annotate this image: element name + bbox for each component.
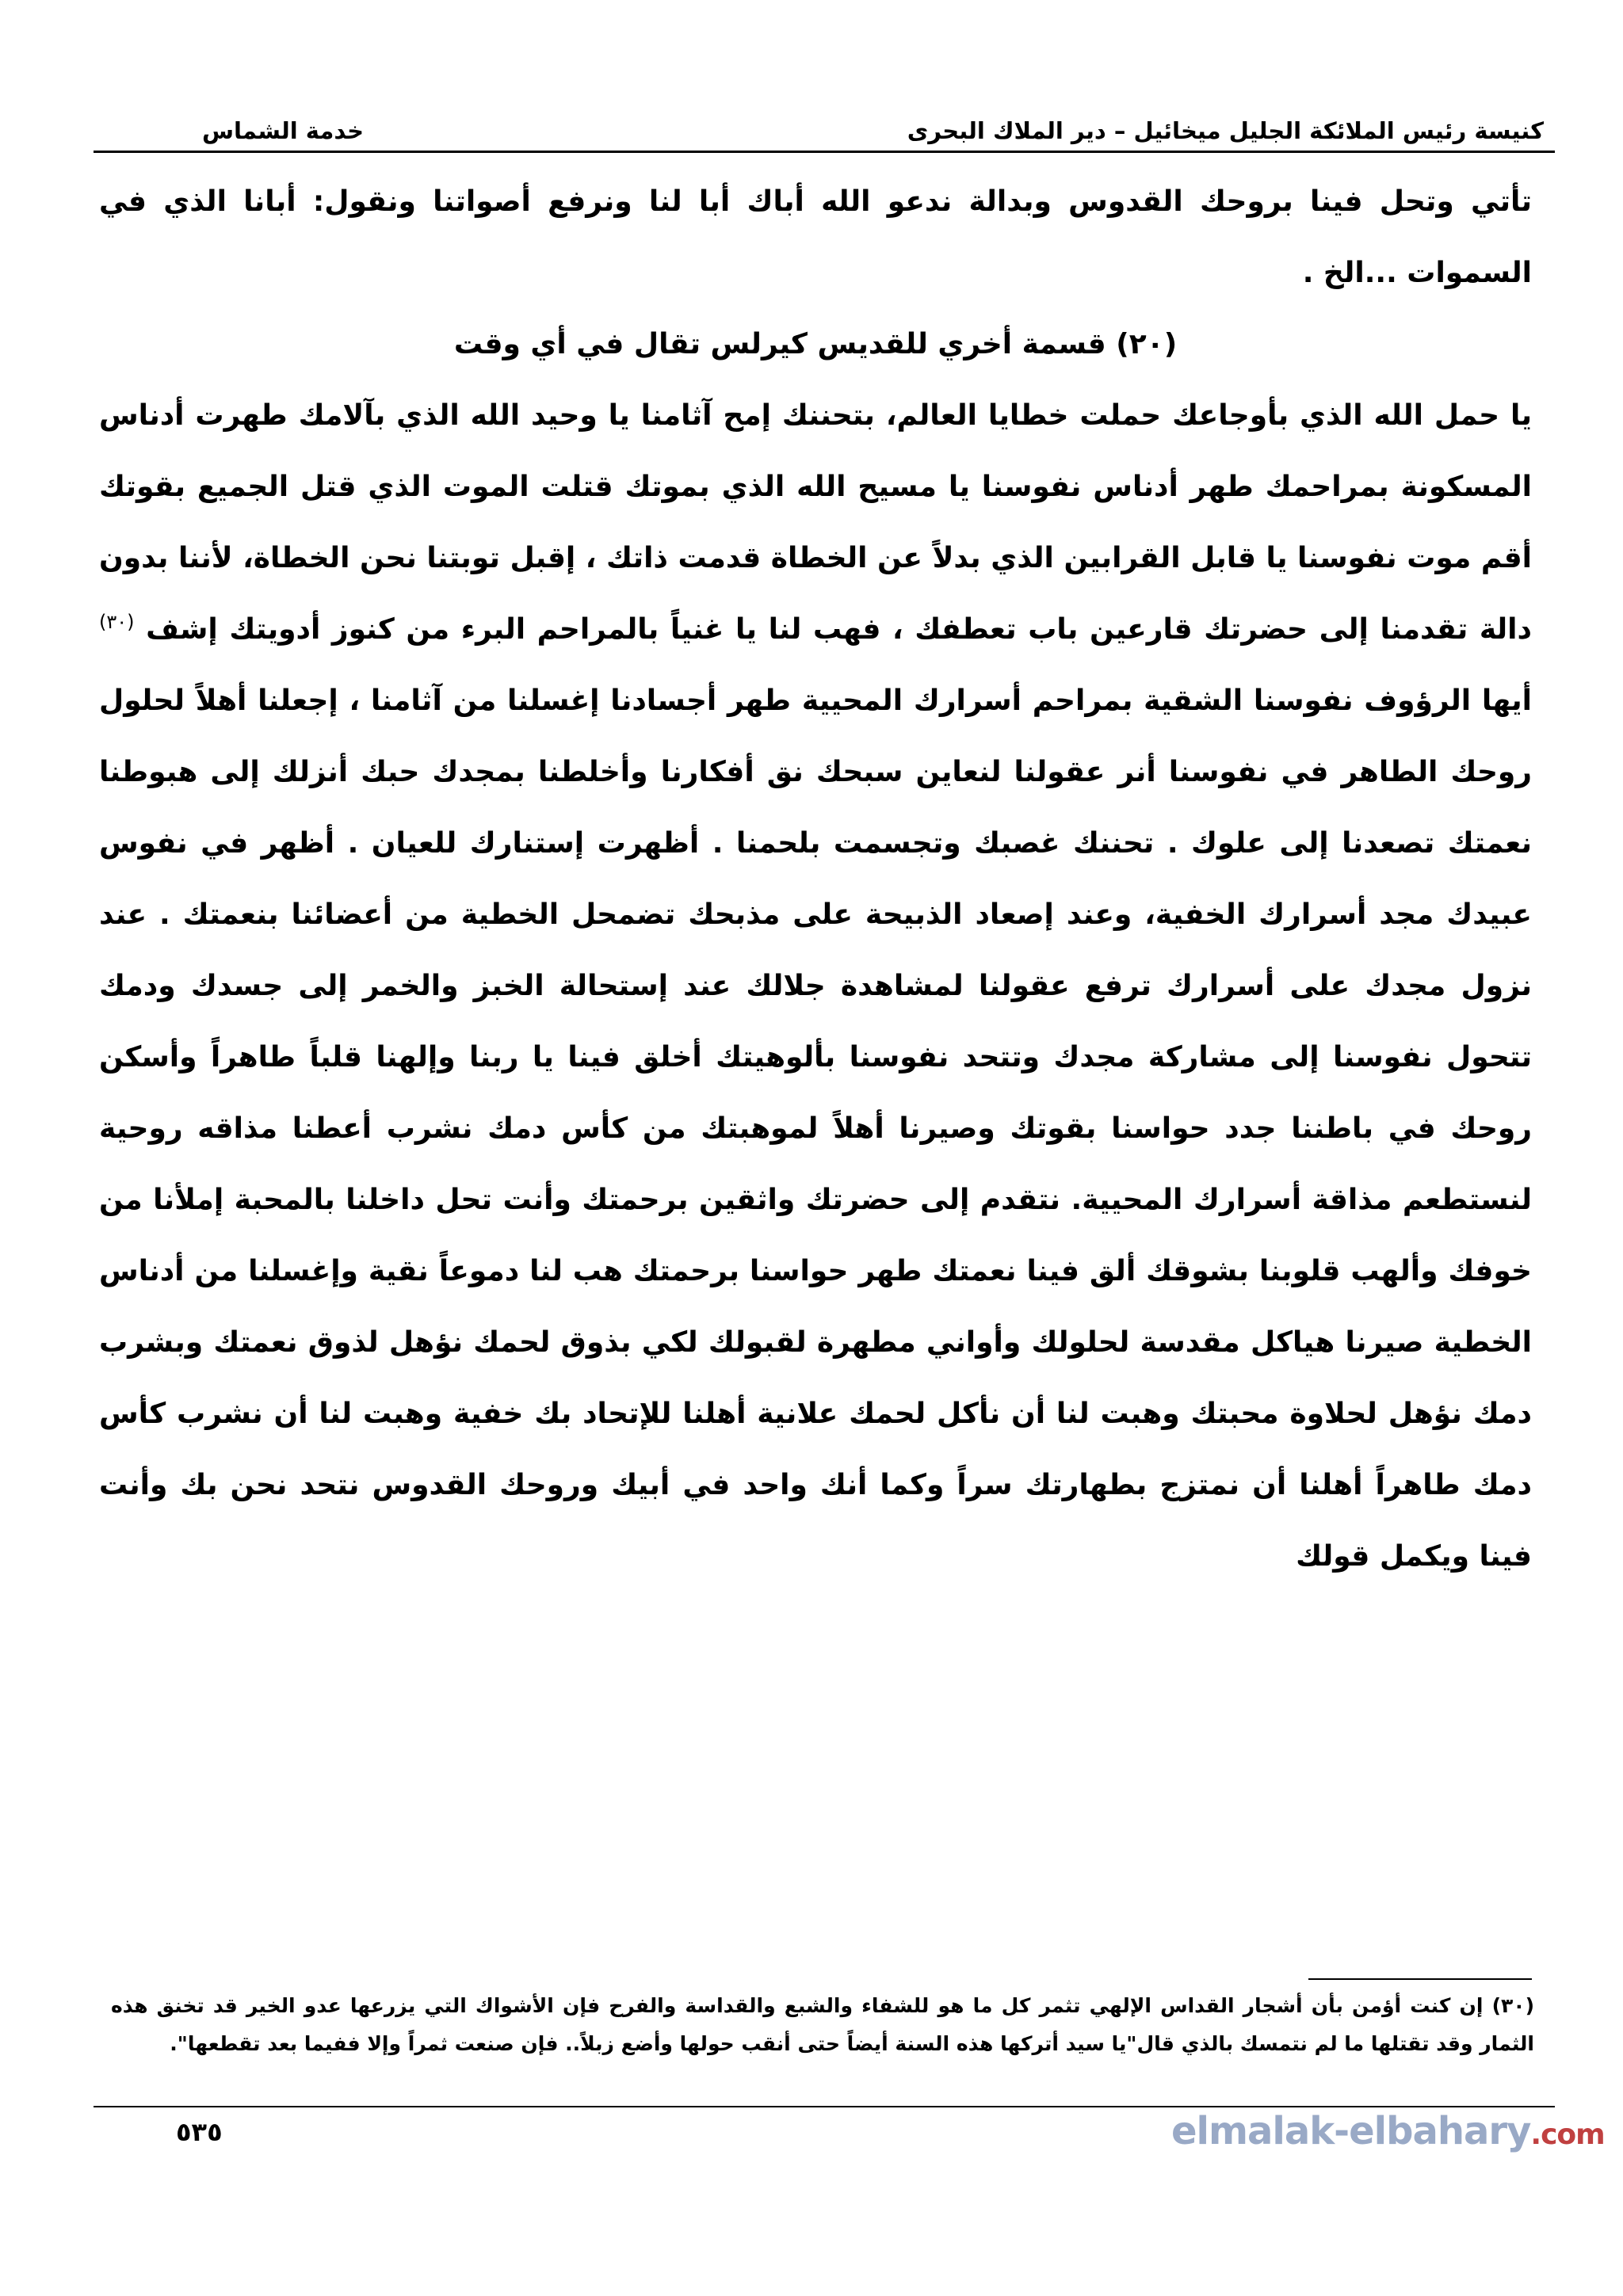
prayer-paragraph <box>99 380 1532 1592</box>
prayer-text-part1: يا حمل الله الذي بأوجاعك حملت خطايا العالم، بتحننك إمح آثامنا يا وحيد الله الذي بآلامك طهرت أدناس المسكونة بمراحمك طهر أدناس نفوسنا يا مسيح الله الذي بموتك قتلت الموت الذي قتل الجميع بقوتك أقم موت نفوسنا يا قابل القرابين الذي بدلاً عن الخطاة قدمت ذاتك ، إقبل توبتنا نحن الخطاة، لأننا بدون دالة تقدمنا إلى حضرتك قارعين باب تعطفك ، فهب لنا يا غنياً بالمراحم البرء من كنوز أدويتك إشف <box>99 399 1532 646</box>
page-number: ٥٣٥ <box>176 2117 223 2147</box>
footnote-separator <box>1308 1978 1532 1980</box>
main-text <box>99 166 1532 1592</box>
header-section-name: خدمة الشماس <box>202 117 364 144</box>
section-title: (٢٠) قسمة أخري للقديس كيرلس تقال في أي وقت <box>453 328 1178 360</box>
site-logo-tld: .com <box>1530 2119 1605 2151</box>
prayer-text-part2: أيها الرؤوف نفوسنا الشقية بمراحم أسرارك المحيية طهر أجسادنا إغسلنا من آثامنا ، إجعلنا أهلاً لحلول روحك الطاهر في نفوسنا أنر عقولنا لنعاين سبحك نق أفكارنا وأخلطنا بمجدك حبك أنزلك إلى هبوطنا نعمتك تصعدنا إلى علوك . تحننك غصبك وتجسمت بلحمنا . أظهرت إستنارك للعيان . أظهر في نفوس عبيدك مجد أسرارك الخفية، وعند إصعاد الذبيحة على مذبحك تضمحل الخطية من أعضائنا بنعمتك . عند نزول مجدك على أسرارك ترفع عقولنا لمشاهدة جلالك عند إستحالة الخبز والخمر إلى جسدك ودمك تتحول نفوسنا إلى مشاركة مجدك وتتحد نفوسنا بألوهيتك أخلق فينا يا ربنا وإلهنا قلباً طاهراً وأسكن روحك في باطننا جدد حواسنا بقوتك وصيرنا أهلاً لموهبتك من كأس دمك نشرب أعطنا مذاقه روحية لنستطعم مذاقة أسرارك المحيية. نتقدم إلى حضرتك واثقين برحمتك وأنت تحل داخلنا بالمحبة إملأنا من خوفك وألهب قلوبنا بشوقك ألق فينا نعمتك طهر حواسنا برحمتك هب لنا دموعاً نقية وإغسلنا من أدناس الخطية صيرنا هياكل مقدسة لحلولك وأواني مطهرة لقبولك لكي بذوق لحمك نؤهل لذوق نعمتك وبشرب دمك نؤهل لحلاوة محبتك وهبت لنا أن نأكل لحمك علانية أهلنا للإتحاد بك خفية وهبت لنا أن نشرب كأس دمك طاهراً أهلنا أن نمتزج بطهارتك سراً وكما أنك واحد في أبيك وروحك القدوس نتحد نحن بك وأنت فينا ويكمل قولك <box>99 685 1532 1573</box>
footnote <box>111 1987 1534 2063</box>
site-logo <box>1171 2109 1605 2153</box>
header-church-name: كنيسة رئيس الملائكة الجليل ميخائيل – دير الملاك البحرى <box>907 117 1544 144</box>
header-divider <box>94 151 1555 153</box>
site-logo-name: elmalak-elbahary <box>1171 2109 1531 2153</box>
footer-divider <box>94 2106 1555 2107</box>
footnote-reference[interactable]: (٣٠) <box>99 611 135 633</box>
continuation-paragraph: تأتي وتحل فينا بروحك القدوس وبدالة ندعو الله أباك أبا لنا ونرفع أصواتنا ونقول: أبانا الذي في السموات ...الخ . <box>99 185 1532 289</box>
footnote-marker: (٣٠) <box>1491 1994 1534 2017</box>
footnote-text: إن كنت أؤمن بأن أشجار القداس الإلهي تثمر كل ما هو للشفاء والشبع والقداسة والفرح فإن الأشواك التي يزرعها عدو الخير قد تخنق هذه الثمار وقد تقتلها ما لم نتمسك بالذي قال"يا سيد أتركها هذه السنة أيضاً حتى أنقب حولها وأضع زبلاً.. فإن صنعت ثمراً وإلا ففيما بعد تقطعها". <box>111 1994 1534 2055</box>
